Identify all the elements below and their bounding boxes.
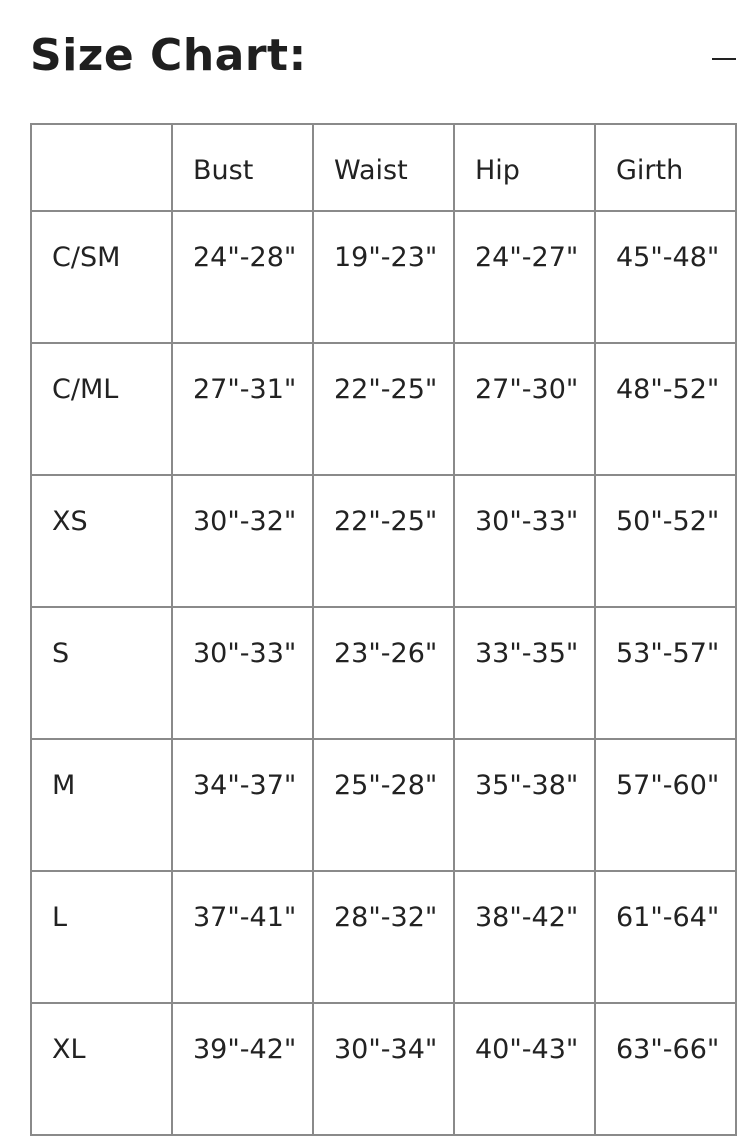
- table-row: [31, 739, 736, 871]
- table-header-cell: [595, 124, 736, 211]
- table-cell: 25"-28": [313, 739, 454, 871]
- table-cell: 30"-33": [172, 607, 313, 739]
- table-cell: 23"-26": [313, 607, 454, 739]
- table-cell: 38"-42": [454, 871, 595, 1003]
- table-header-cell: [313, 124, 454, 211]
- table-header-cell: [454, 124, 595, 211]
- table-cell: 30"-33": [454, 475, 595, 607]
- table-cell: 22"-25": [313, 343, 454, 475]
- size-label-cell: C/SM: [31, 211, 172, 343]
- table-cell: 28"-32": [313, 871, 454, 1003]
- size-chart-header[interactable]: [0, 0, 754, 120]
- table-cell: 39"-42": [172, 1003, 313, 1135]
- table-cell: 57"-60": [595, 739, 736, 871]
- table-cell: 33"-35": [454, 607, 595, 739]
- table-row: [31, 343, 736, 475]
- column-waist: Waist: [334, 155, 408, 186]
- table-cell: 19"-23": [313, 211, 454, 343]
- table-row: [31, 211, 736, 343]
- size-label-cell: C/ML: [31, 343, 172, 475]
- table-cell: 63"-66": [595, 1003, 736, 1135]
- column-girth: Girth: [616, 155, 684, 186]
- table-cell: 48"-52": [595, 343, 736, 475]
- minus-icon: [712, 58, 736, 60]
- table-row: [31, 871, 736, 1003]
- table-cell: 30"-34": [313, 1003, 454, 1135]
- table-cell: 30"-32": [172, 475, 313, 607]
- table-row: [31, 607, 736, 739]
- table-header-cell: [31, 124, 172, 211]
- size-label-cell: L: [31, 871, 172, 1003]
- table-row: [31, 1003, 736, 1135]
- page-title: Size Chart:: [30, 30, 307, 81]
- size-label-cell: XS: [31, 475, 172, 607]
- size-label-cell: S: [31, 607, 172, 739]
- column-hip: Hip: [475, 155, 520, 186]
- table-cell: 53"-57": [595, 607, 736, 739]
- column-bust: Bust: [193, 155, 254, 186]
- table-row: [31, 475, 736, 607]
- table-cell: 34"-37": [172, 739, 313, 871]
- size-label-cell: M: [31, 739, 172, 871]
- table-cell: 24"-28": [172, 211, 313, 343]
- table-header-row: [31, 124, 736, 211]
- table-cell: 61"-64": [595, 871, 736, 1003]
- table-cell: 22"-25": [313, 475, 454, 607]
- size-label-cell: XL: [31, 1003, 172, 1135]
- collapse-button[interactable]: [712, 57, 736, 61]
- table-cell: 40"-43": [454, 1003, 595, 1135]
- size-chart-table: [30, 123, 737, 1136]
- table-cell: 35"-38": [454, 739, 595, 871]
- table-cell: 27"-31": [172, 343, 313, 475]
- table-header-cell: [172, 124, 313, 211]
- table-cell: 37"-41": [172, 871, 313, 1003]
- table-cell: 24"-27": [454, 211, 595, 343]
- table-cell: 45"-48": [595, 211, 736, 343]
- table-cell: 50"-52": [595, 475, 736, 607]
- table-cell: 27"-30": [454, 343, 595, 475]
